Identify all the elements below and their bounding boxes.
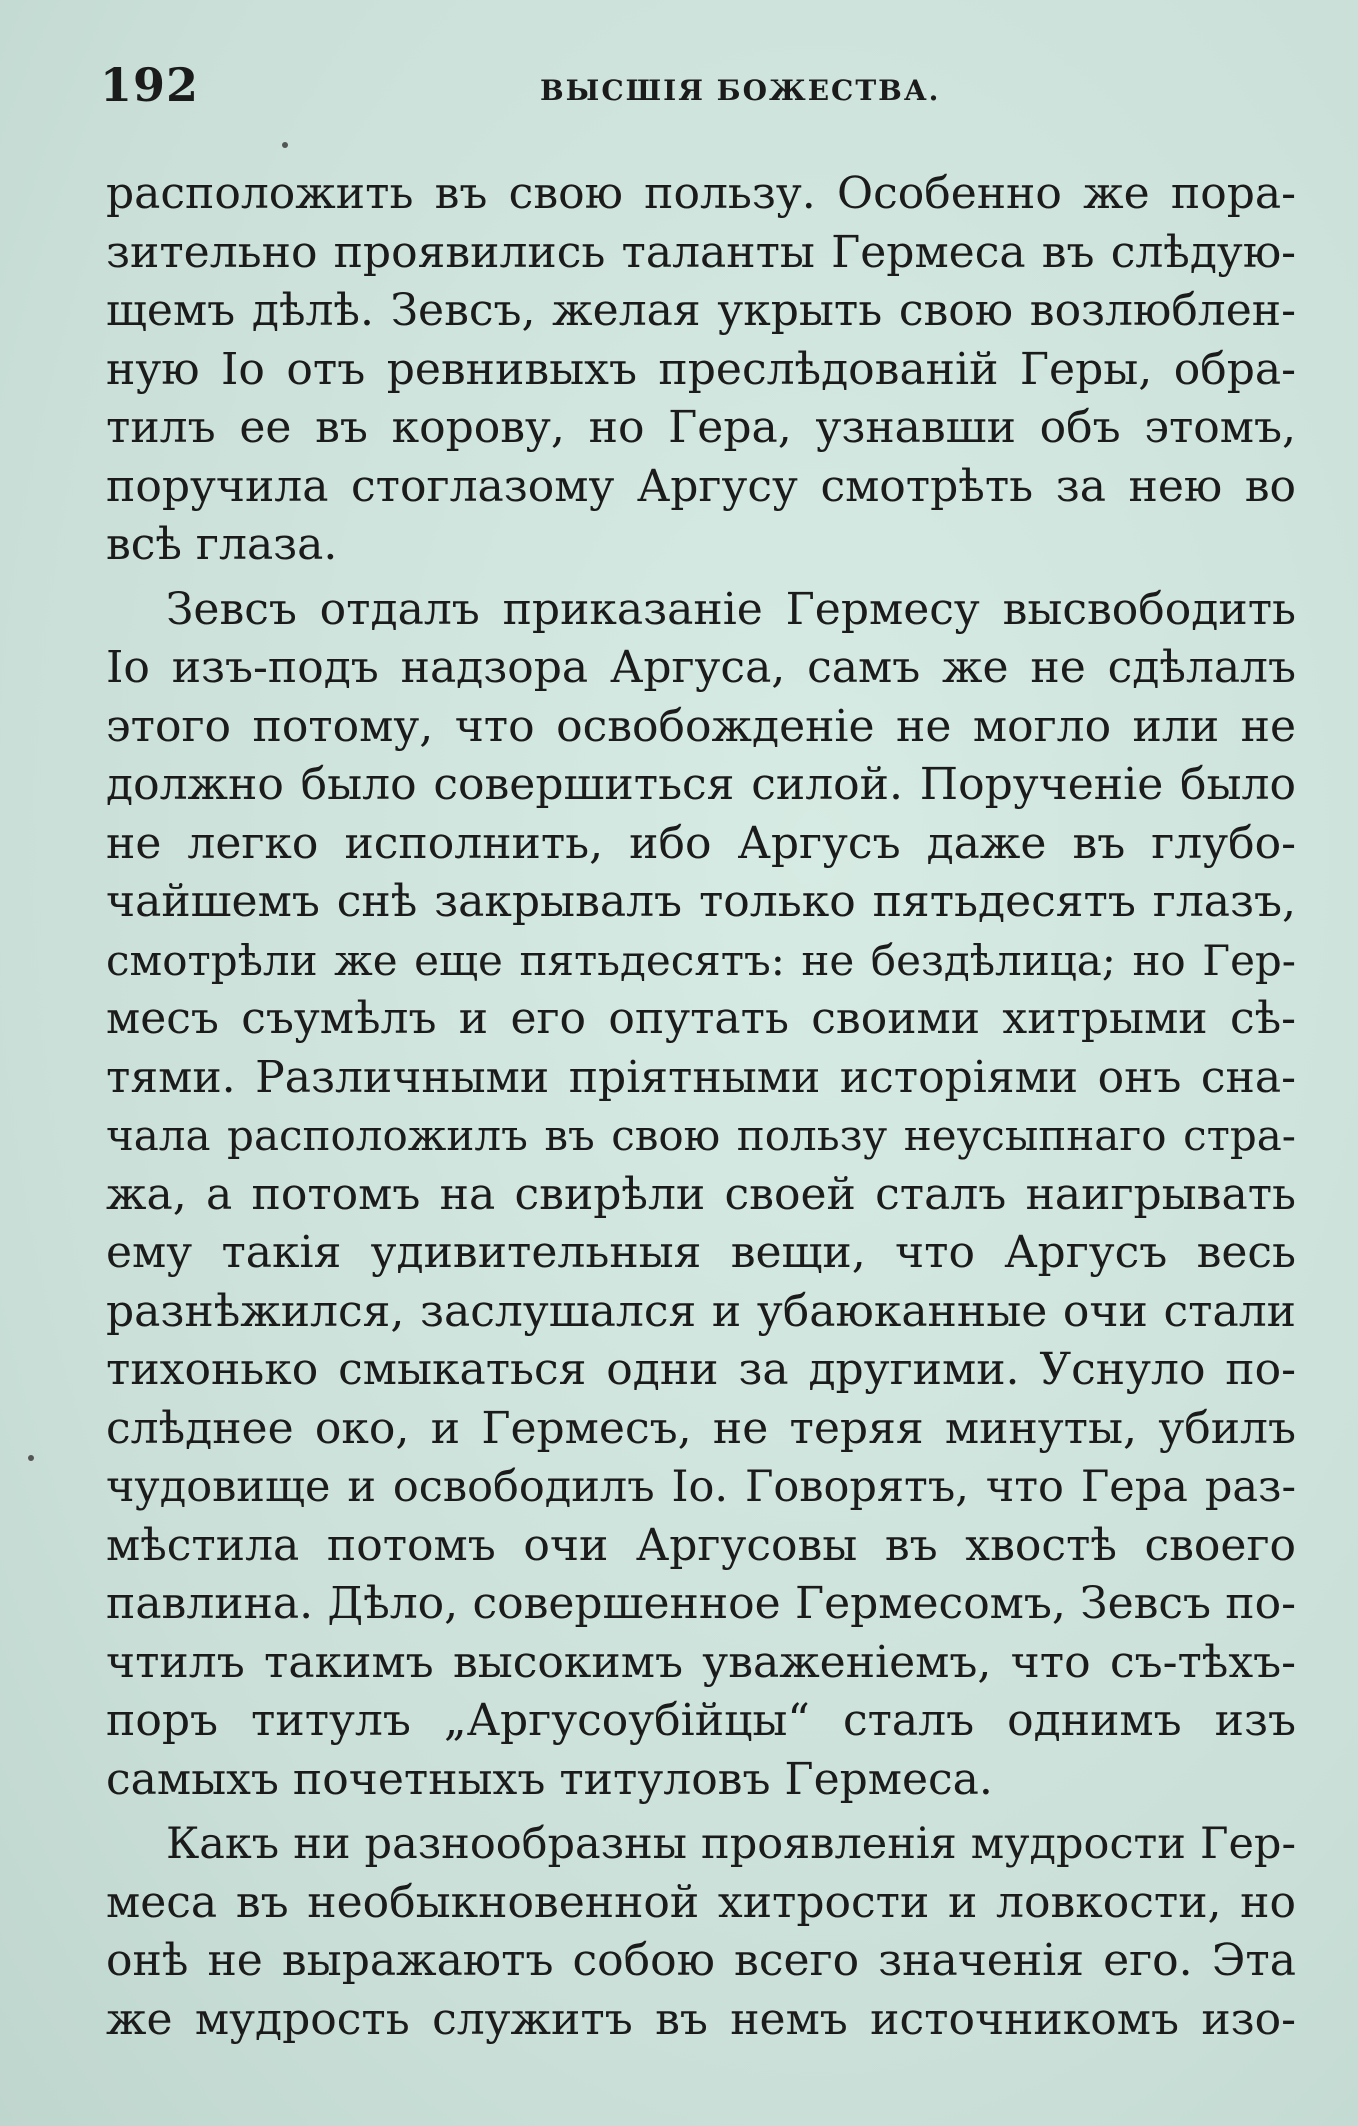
text-line: щемъ дѣлѣ. Зевсъ, желая укрыть свою возлюблен-	[106, 285, 1296, 336]
text-line: должно было совершиться силой. Порученіе было	[106, 759, 1296, 810]
text-line: не легко исполнить, ибо Аргусъ даже въ глубо-	[106, 817, 1296, 869]
text-line: жа, а потомъ на свирѣли своей сталъ наигрывать	[106, 1168, 1296, 1220]
text-line: Какъ ни разнообразны проявленія мудрости Гер-	[166, 1819, 1296, 1869]
paragraph-1	[106, 165, 1296, 575]
page-header	[100, 58, 1280, 118]
text-line: всѣ глаза.	[106, 519, 338, 570]
text-line: слѣднее око, и Гермесъ, не теряя минуты, убилъ	[106, 1402, 1296, 1454]
text-line: меса въ необыкновенной хитрости и ловкости, но	[106, 1876, 1296, 1928]
text-line: чайшемъ снѣ закрывалъ только пятьдесятъ глазъ,	[106, 876, 1296, 927]
ink-speck	[282, 142, 288, 148]
text-line: поручила стоглазому Аргусу смотрѣть за нею во	[106, 460, 1296, 512]
text-line: мѣстила потомъ очи Аргусовы въ хвостѣ своего	[106, 1519, 1296, 1571]
text-line: смотрѣли же еще пятьдесятъ: не бездѣлица; но Гер-	[106, 935, 1296, 985]
text-line: месъ съумѣлъ и его опутать своими хитрыми сѣ-	[106, 993, 1296, 1044]
text-line: поръ титулъ „Аргусоубійцы“ сталъ однимъ изъ	[106, 1695, 1296, 1746]
text-line: тями. Различными пріятными исторіями онъ сна-	[106, 1051, 1296, 1103]
text-line: онѣ не выражаютъ собою всего значенія его. Эта	[106, 1935, 1296, 1986]
text-line: павлина. Дѣло, совершенное Гермесомъ, Зевсъ по-	[106, 1578, 1296, 1629]
ink-speck	[28, 1455, 34, 1461]
text-line: чтилъ такимъ высокимъ уваженіемъ, что съ-тѣхъ-	[106, 1636, 1296, 1688]
text-line: ную Іо отъ ревнивыхъ преслѣдованій Геры, обра-	[106, 343, 1296, 395]
text-line: же мудрость служитъ въ немъ источникомъ изо-	[106, 1993, 1296, 2045]
text-line: тихонько смыкаться одни за другими. Уснуло по-	[106, 1344, 1296, 1395]
text-line: самыхъ почетныхъ титуловъ Гермеса.	[106, 1753, 993, 1805]
body-text	[106, 165, 1296, 2049]
text-line: Зевсъ отдалъ приказаніе Гермесу высвободить	[166, 583, 1296, 635]
text-line: расположить въ свою пользу. Особенно же пора-	[106, 168, 1296, 219]
text-line: чала расположилъ въ свою пользу неусыпнаго стра-	[106, 1111, 1296, 1160]
text-line: ему такія удивительныя вещи, что Аргусъ весь	[106, 1227, 1296, 1278]
text-line: зительно проявились таланты Гермеса въ слѣдую-	[106, 226, 1296, 278]
text-line: Іо изъ-подъ надзора Аргуса, самъ же не сдѣлалъ	[106, 642, 1296, 693]
page-number: 192	[100, 58, 200, 112]
text-line: чудовище и освободилъ Іо. Говорятъ, что Гера раз-	[106, 1462, 1296, 1512]
paragraph-3	[106, 1815, 1296, 2049]
paragraph-2	[106, 581, 1296, 1810]
text-line: этого потому, что освобожденіе не могло или не	[106, 700, 1296, 752]
text-line: тилъ ее въ корову, но Гера, узнавши объ этомъ,	[106, 402, 1296, 453]
text-line: разнѣжился, заслушался и убаюканные очи стали	[106, 1285, 1296, 1337]
running-title: ВЫСШІЯ БОЖЕСТВА.	[540, 74, 941, 107]
